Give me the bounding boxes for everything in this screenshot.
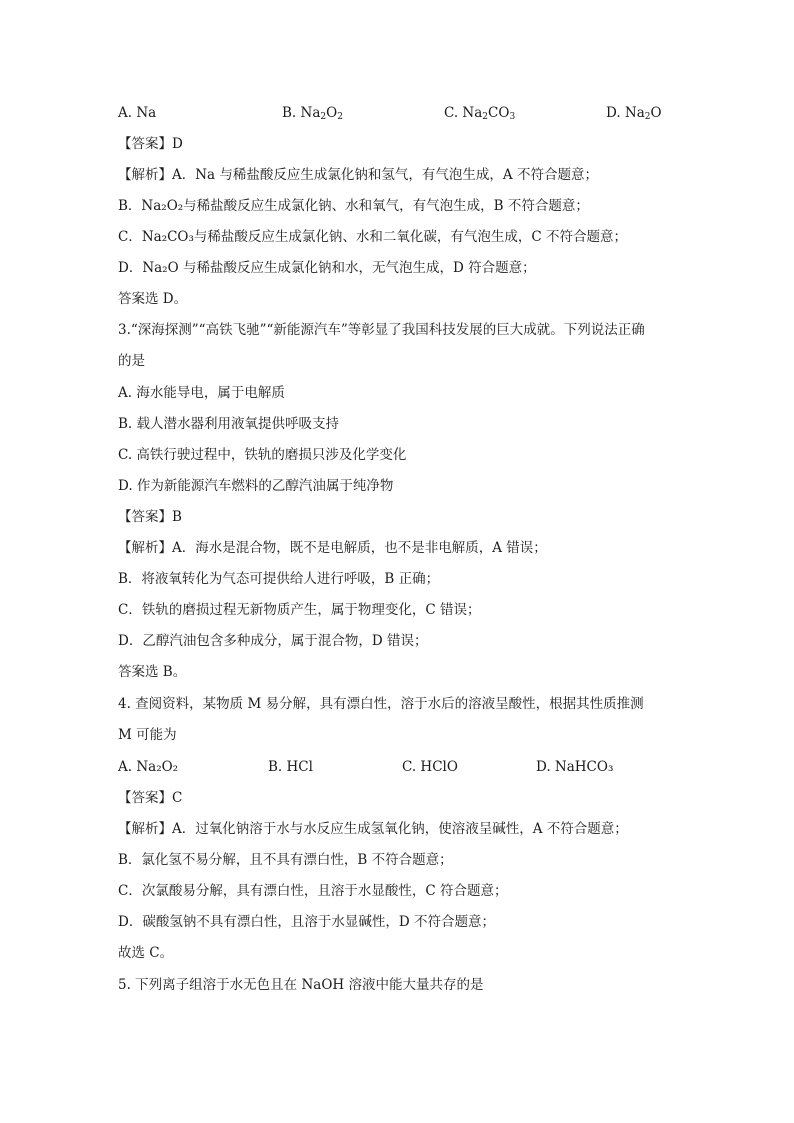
q2-option-a: A. Na [118,105,157,121]
q4-stem-line1: 4. 查阅资料，某物质 M 易分解，具有漂白性，溶于水后的溶液呈酸性，根据其性质推测 [118,696,644,712]
q2-analysis-b: B．Na₂O₂与稀盐酸反应生成氯化钠、水和氧气，有气泡生成，B 不符合题意； [118,198,589,214]
q3-option-b: B. 载人潜水器利用液氧提供呼吸支持 [118,416,340,432]
q4-option-b: B. HCl [268,759,313,775]
q4-option-a: A. Na₂O₂ [118,759,179,775]
q4-answer: 【答案】C [118,790,183,806]
q2-analysis-a: 【解析】A．Na 与稀盐酸反应生成氯化钠和氢气，有气泡生成，A 不符合题意； [118,167,598,183]
q3-option-c: C. 高铁行驶过程中，铁轨的磨损只涉及化学变化 [118,447,407,463]
q3-stem-line1: 3.“深海探测”“高铁飞驰”“新能源汽车”等彰显了我国科技发展的巨大成就。下列说法正确 [118,322,645,338]
q2-answer: 【答案】D [118,136,183,152]
q3-analysis-a: 【解析】A．海水是混合物，既不是电解质，也不是非电解质，A 错误； [118,540,547,556]
q3-answer: 【答案】B [118,509,182,525]
q3-analysis-d: D．乙醇汽油包含多种成分，属于混合物，D 错误； [118,633,428,649]
q4-analysis-c: C．次氯酸易分解，具有漂白性，且溶于水显酸性，C 符合题意； [118,883,508,899]
q3-analysis-b: B．将液氧转化为气态可提供给人进行呼吸，B 正确； [118,571,440,587]
q4-analysis-b: B．氯化氢不易分解，且不具有漂白性，B 不符合题意； [118,852,453,868]
q4-stem-line2: M 可能为 [118,727,177,743]
q2-option-c: C. $Na_2CO_3$ [444,105,516,122]
q4-option-d: D. NaHCO₃ [536,759,614,775]
q3-conclusion: 答案选 B。 [118,664,187,680]
q3-stem-line2: 的是 [118,353,145,369]
q2-option-b: B. $Na_2O_2$ [282,105,343,122]
q4-analysis-a: 【解析】A．过氧化钠溶于水与水反应生成氢氧化钠，使溶液呈碱性，A 不符合题意； [118,821,628,837]
q2-option-d: D. $Na_2O$ [606,105,662,122]
q2-conclusion: 答案选 D。 [118,291,188,307]
q4-analysis-d: D．碳酸氢钠不具有漂白性，且溶于水显碱性，D 不符合题意； [118,914,495,930]
q4-conclusion: 故选 C。 [118,945,174,961]
q2-analysis-d: D．Na₂O 与稀盐酸反应生成氯化钠和水，无气泡生成，D 符合题意； [118,260,536,276]
q5-stem: 5. 下列离子组溶于水无色且在 NaOH 溶液中能大量共存的是 [118,977,484,993]
q3-option-a: A. 海水能导电，属于电解质 [118,385,285,401]
q4-option-c: C. HClO [402,759,458,775]
q3-option-d: D. 作为新能源汽车燃料的乙醇汽油属于纯净物 [118,478,394,494]
q3-analysis-c: C．铁轨的磨损过程无新物质产生，属于物理变化，C 错误； [118,602,481,618]
q2-analysis-c: C．Na₂CO₃与稀盐酸反应生成氯化钠、水和二氧化碳，有气泡生成，C 不符合题意； [118,229,628,245]
